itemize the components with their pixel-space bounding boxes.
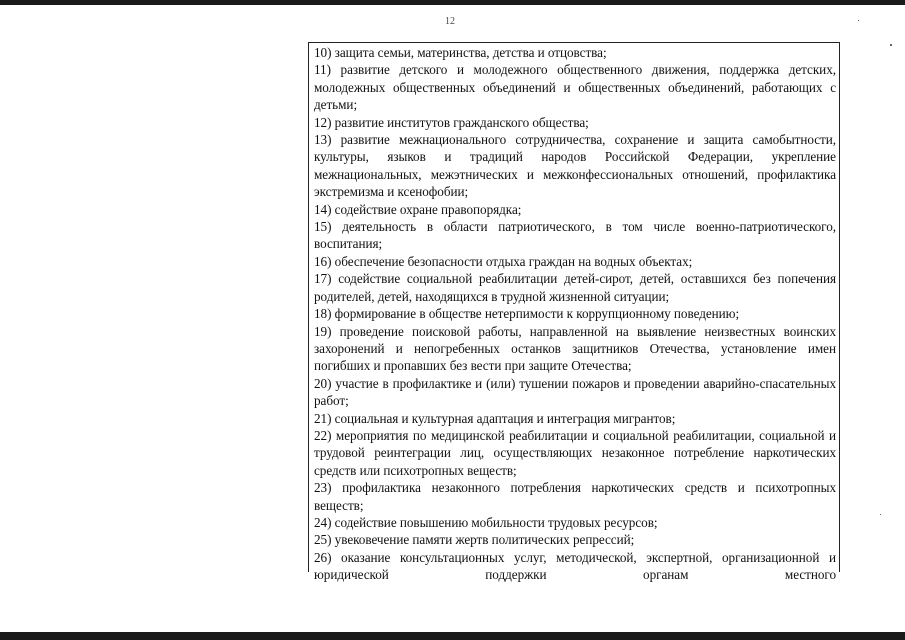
scan-speck bbox=[890, 44, 892, 46]
list-item: 21) социальная и культурная адаптация и интеграция мигрантов; bbox=[314, 410, 676, 426]
scan-speck bbox=[858, 20, 859, 21]
page-number: 12 bbox=[445, 16, 455, 27]
list-item: 15) деятельность в области патриотического, в том числе военно-патриотического, воспитания; bbox=[314, 219, 836, 252]
list-item: 19) проведение поисковой работы, направленной на выявление неизвестных воинских захоронений и непогребенных останков защитников Отечества, установление имен погибших и пропавших без вести при защите Отечества; bbox=[314, 323, 836, 374]
list-item: 20) участие в профилактике и (или) тушении пожаров и проведении аварийно-спасательных работ; bbox=[314, 375, 836, 409]
scan-border-bottom bbox=[0, 632, 905, 640]
document-text-frame bbox=[308, 42, 840, 583]
list-item: 18) формирование в обществе нетерпимости к коррупционному поведению; bbox=[314, 306, 740, 322]
list-item: 26) оказание консультационных услуг, методической, экспертной, организационной и юридической поддержки органам местного bbox=[314, 549, 836, 583]
list-item: 24) содействие повышению мобильности трудовых ресурсов; bbox=[314, 514, 658, 530]
list-item: 10) защита семьи, материнства, детства и отцовства; bbox=[314, 45, 607, 60]
scan-border-top bbox=[0, 0, 905, 5]
list-item: 11) развитие детского и молодежного общественного движения, поддержка детских, молодежных общественных объединений и общественных объединений, работающих с детьми; bbox=[314, 62, 836, 113]
list-item: 22) мероприятия по медицинской реабилитации и социальной реабилитации, социальной и трудовой реинтеграции лиц, осуществляющих незаконное потребление наркотических средств или психотропных веществ; bbox=[314, 427, 836, 478]
list-item: 14) содействие охране правопорядка; bbox=[314, 201, 522, 217]
scan-speck bbox=[880, 514, 881, 515]
list-item: 25) увековечение памяти жертв политических репрессий; bbox=[314, 532, 635, 548]
list-item: 13) развитие межнационального сотрудничества, сохранение и защита самобытности, культуры, языков и традиций народов Российской Федерации, укрепление межнациональных, межэтнических и межконфессиональных отношений, профилактика экстремизма и ксенофобии; bbox=[314, 132, 836, 200]
list-item: 12) развитие институтов гражданского общества; bbox=[314, 114, 589, 130]
list-item: 17) содействие социальной реабилитации детей-сирот, детей, оставшихся без попечения родителей, детей, находящихся в трудной жизненной ситуации; bbox=[314, 271, 836, 304]
list-item: 23) профилактика незаконного потребления наркотических средств и психотропных веществ; bbox=[314, 480, 836, 513]
list-item: 16) обеспечение безопасности отдыха граждан на водных объектах; bbox=[314, 253, 693, 269]
